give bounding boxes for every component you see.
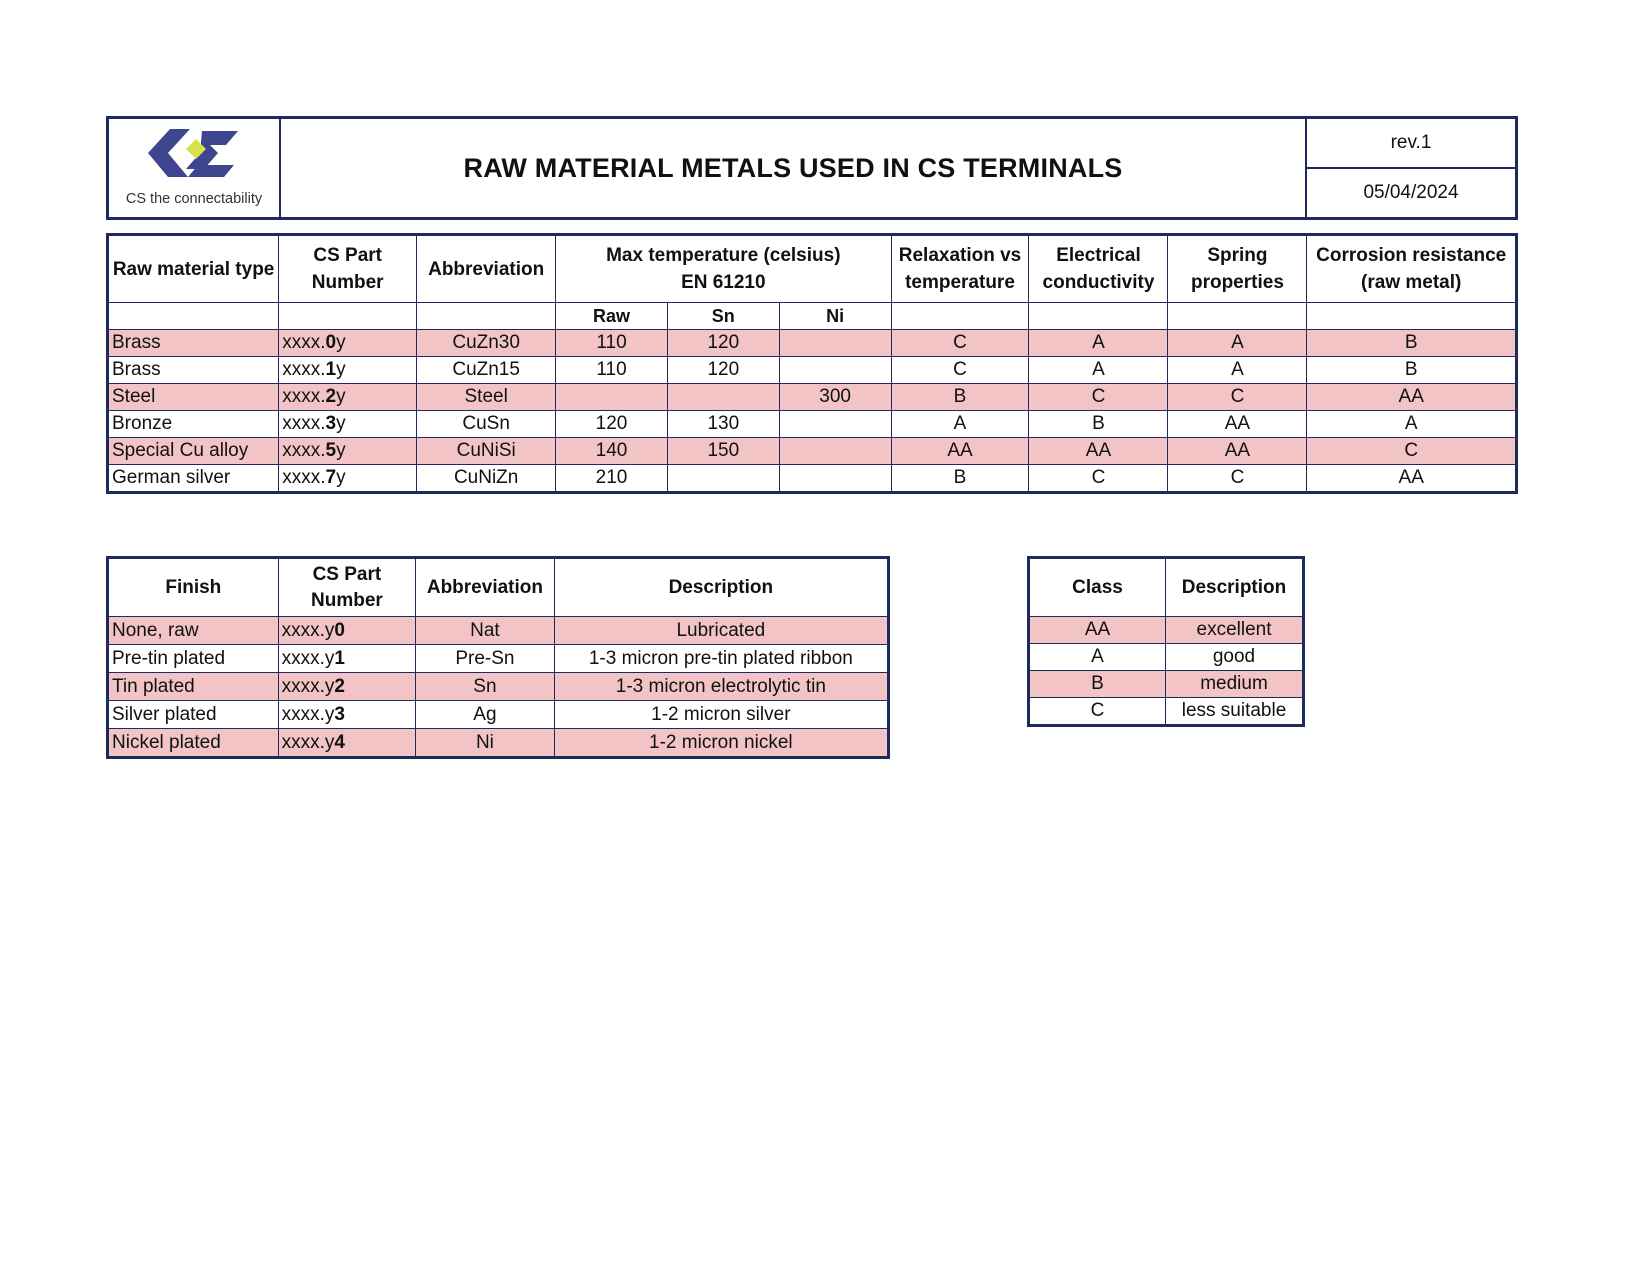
- class-code: C: [1029, 698, 1166, 726]
- part-number: [278, 645, 416, 673]
- spring-class: AA: [1168, 411, 1307, 438]
- part-number: [278, 617, 416, 645]
- class-code: B: [1029, 671, 1166, 698]
- corrosion-class: A: [1307, 411, 1517, 438]
- subheader-sn: Sn: [667, 303, 779, 330]
- max-temp-raw: 140: [556, 438, 668, 465]
- part-prefix: xxxx.y: [281, 731, 335, 753]
- part-digit: 0: [334, 619, 345, 641]
- finish-name: None, raw: [108, 617, 279, 645]
- table-row: [108, 438, 1517, 465]
- material-type: Steel: [108, 384, 279, 411]
- table-row: [1029, 698, 1304, 726]
- finish-name: Nickel plated: [108, 729, 279, 758]
- finish-name: Tin plated: [108, 673, 279, 701]
- part-suffix: y: [336, 386, 346, 407]
- revision-label: rev.1: [1306, 118, 1517, 169]
- logo-tagline: CS the connectability: [125, 191, 263, 207]
- part-prefix: xxxx.: [282, 386, 326, 407]
- class-legend-table: [1027, 556, 1305, 727]
- max-temp-raw: [556, 384, 668, 411]
- part-prefix: xxxx.: [282, 413, 326, 434]
- table-row: [108, 617, 889, 645]
- part-prefix: xxxx.y: [281, 647, 335, 669]
- part-prefix: xxxx.: [282, 359, 326, 380]
- max-temp-sn: 130: [667, 411, 779, 438]
- class-description: excellent: [1166, 617, 1304, 644]
- relaxation-class: B: [891, 465, 1029, 493]
- table-row: [108, 673, 889, 701]
- max-temp-ni: [779, 438, 891, 465]
- material-type: Brass: [108, 330, 279, 357]
- max-temp-raw: 110: [556, 330, 668, 357]
- spring-class: C: [1168, 384, 1307, 411]
- col-header-conductivity: Electrical conductivity: [1029, 235, 1168, 303]
- max-temp-ni: 300: [779, 384, 891, 411]
- finish-table: [106, 556, 890, 759]
- finish-header-finish: Finish: [108, 558, 279, 617]
- max-temp-raw: 210: [556, 465, 668, 493]
- finish-header-desc: Description: [554, 558, 888, 617]
- max-temp-sn: 120: [667, 330, 779, 357]
- abbreviation: CuSn: [417, 411, 556, 438]
- abbreviation: Sn: [416, 673, 555, 701]
- part-prefix: xxxx.: [282, 440, 326, 461]
- spring-class: A: [1168, 357, 1307, 384]
- col-header-relaxation: Relaxation vs temperature: [891, 235, 1029, 303]
- corrosion-class: B: [1307, 330, 1517, 357]
- spring-class: AA: [1168, 438, 1307, 465]
- document-header: [106, 116, 1518, 220]
- max-temp-sn: [667, 465, 779, 493]
- part-digit: 5: [325, 440, 337, 461]
- abbreviation: Ag: [416, 701, 555, 729]
- corrosion-class: AA: [1307, 465, 1517, 493]
- abbreviation: CuZn30: [417, 330, 556, 357]
- part-digit: 0: [325, 332, 337, 353]
- page-title: RAW MATERIAL METALS USED IN CS TERMINALS: [280, 118, 1306, 219]
- max-temp-raw: 110: [556, 357, 668, 384]
- corrosion-class: B: [1307, 357, 1517, 384]
- finish-description: 1-2 micron silver: [554, 701, 888, 729]
- part-prefix: xxxx.y: [281, 703, 335, 725]
- materials-table: [106, 233, 1518, 494]
- class-code: AA: [1029, 617, 1166, 644]
- abbreviation: Steel: [417, 384, 556, 411]
- class-code: A: [1029, 644, 1166, 671]
- col-header-type: Raw material type: [108, 235, 279, 303]
- finish-name: Pre-tin plated: [108, 645, 279, 673]
- max-temp-ni: [779, 357, 891, 384]
- part-digit: 4: [334, 731, 345, 753]
- abbreviation: Pre-Sn: [416, 645, 555, 673]
- max-temp-ni: [779, 465, 891, 493]
- table-row: [108, 465, 1517, 493]
- col-header-maxtemp: Max temperature (celsius) EN 61210: [556, 235, 891, 303]
- subheader-ni: Ni: [779, 303, 891, 330]
- relaxation-class: AA: [891, 438, 1029, 465]
- finish-description: 1-2 micron nickel: [554, 729, 888, 758]
- cs-logo-icon: [142, 125, 246, 183]
- abbreviation: CuZn15: [417, 357, 556, 384]
- abbreviation: Nat: [416, 617, 555, 645]
- relaxation-class: A: [891, 411, 1029, 438]
- max-temp-ni: [779, 330, 891, 357]
- finish-name: Silver plated: [108, 701, 279, 729]
- material-type: Brass: [108, 357, 279, 384]
- max-temp-ni: [779, 411, 891, 438]
- conductivity-class: C: [1029, 384, 1168, 411]
- finish-header-part: CS Part Number: [278, 558, 416, 617]
- part-prefix: xxxx.y: [281, 619, 335, 641]
- part-digit: 2: [334, 675, 345, 697]
- revision-date: 05/04/2024: [1306, 168, 1517, 219]
- table-row: [108, 330, 1517, 357]
- finish-description: 1-3 micron pre-tin plated ribbon: [554, 645, 888, 673]
- table-row: [1029, 644, 1304, 671]
- conductivity-class: AA: [1029, 438, 1168, 465]
- col-header-part: CS Part Number: [279, 235, 417, 303]
- spring-class: C: [1168, 465, 1307, 493]
- abbreviation: CuNiSi: [417, 438, 556, 465]
- material-type: Special Cu alloy: [108, 438, 279, 465]
- part-digit: 2: [325, 386, 337, 407]
- part-digit: 7: [325, 467, 337, 488]
- conductivity-class: C: [1029, 465, 1168, 493]
- part-suffix: y: [336, 440, 346, 461]
- table-row: [108, 357, 1517, 384]
- max-temp-raw: 120: [556, 411, 668, 438]
- conductivity-class: A: [1029, 330, 1168, 357]
- finish-description: Lubricated: [554, 617, 888, 645]
- class-header-desc: Description: [1166, 558, 1304, 617]
- finish-description: 1-3 micron electrolytic tin: [554, 673, 888, 701]
- corrosion-class: C: [1307, 438, 1517, 465]
- material-type: Bronze: [108, 411, 279, 438]
- col-header-abbr: Abbreviation: [417, 235, 556, 303]
- max-temp-sn: [667, 384, 779, 411]
- part-suffix: y: [336, 413, 346, 434]
- table-row: [108, 645, 889, 673]
- subheader-raw: Raw: [556, 303, 668, 330]
- relaxation-class: B: [891, 384, 1029, 411]
- part-suffix: y: [336, 359, 346, 380]
- part-digit: 3: [325, 413, 337, 434]
- part-number: [279, 438, 417, 465]
- class-header-class: Class: [1029, 558, 1166, 617]
- part-number: [278, 673, 416, 701]
- part-prefix: xxxx.: [282, 467, 326, 488]
- part-number: [278, 701, 416, 729]
- part-number: [279, 330, 417, 357]
- table-row: [108, 384, 1517, 411]
- col-header-spring: Spring properties: [1168, 235, 1307, 303]
- table-row: [108, 701, 889, 729]
- class-description: less suitable: [1166, 698, 1304, 726]
- max-temp-sn: 150: [667, 438, 779, 465]
- relaxation-class: C: [891, 330, 1029, 357]
- table-row: [1029, 617, 1304, 644]
- relaxation-class: C: [891, 357, 1029, 384]
- conductivity-class: A: [1029, 357, 1168, 384]
- part-suffix: y: [336, 332, 346, 353]
- part-digit: 1: [325, 359, 337, 380]
- part-number: [279, 357, 417, 384]
- part-number: [278, 729, 416, 758]
- material-type: German silver: [108, 465, 279, 493]
- table-row: [108, 729, 889, 758]
- col-header-corrosion: Corrosion resistance (raw metal): [1307, 235, 1517, 303]
- table-row: [108, 411, 1517, 438]
- finish-header-abbr: Abbreviation: [416, 558, 555, 617]
- part-number: [279, 384, 417, 411]
- class-description: good: [1166, 644, 1304, 671]
- part-number: [279, 465, 417, 493]
- abbreviation: Ni: [416, 729, 555, 758]
- conductivity-class: B: [1029, 411, 1168, 438]
- part-number: [279, 411, 417, 438]
- corrosion-class: AA: [1307, 384, 1517, 411]
- class-description: medium: [1166, 671, 1304, 698]
- spring-class: A: [1168, 330, 1307, 357]
- table-row: [1029, 671, 1304, 698]
- part-suffix: y: [336, 467, 346, 488]
- part-digit: 3: [334, 703, 345, 725]
- part-digit: 1: [334, 647, 345, 669]
- logo: [108, 118, 281, 219]
- max-temp-sn: 120: [667, 357, 779, 384]
- abbreviation: CuNiZn: [417, 465, 556, 493]
- part-prefix: xxxx.y: [281, 675, 335, 697]
- part-prefix: xxxx.: [282, 332, 326, 353]
